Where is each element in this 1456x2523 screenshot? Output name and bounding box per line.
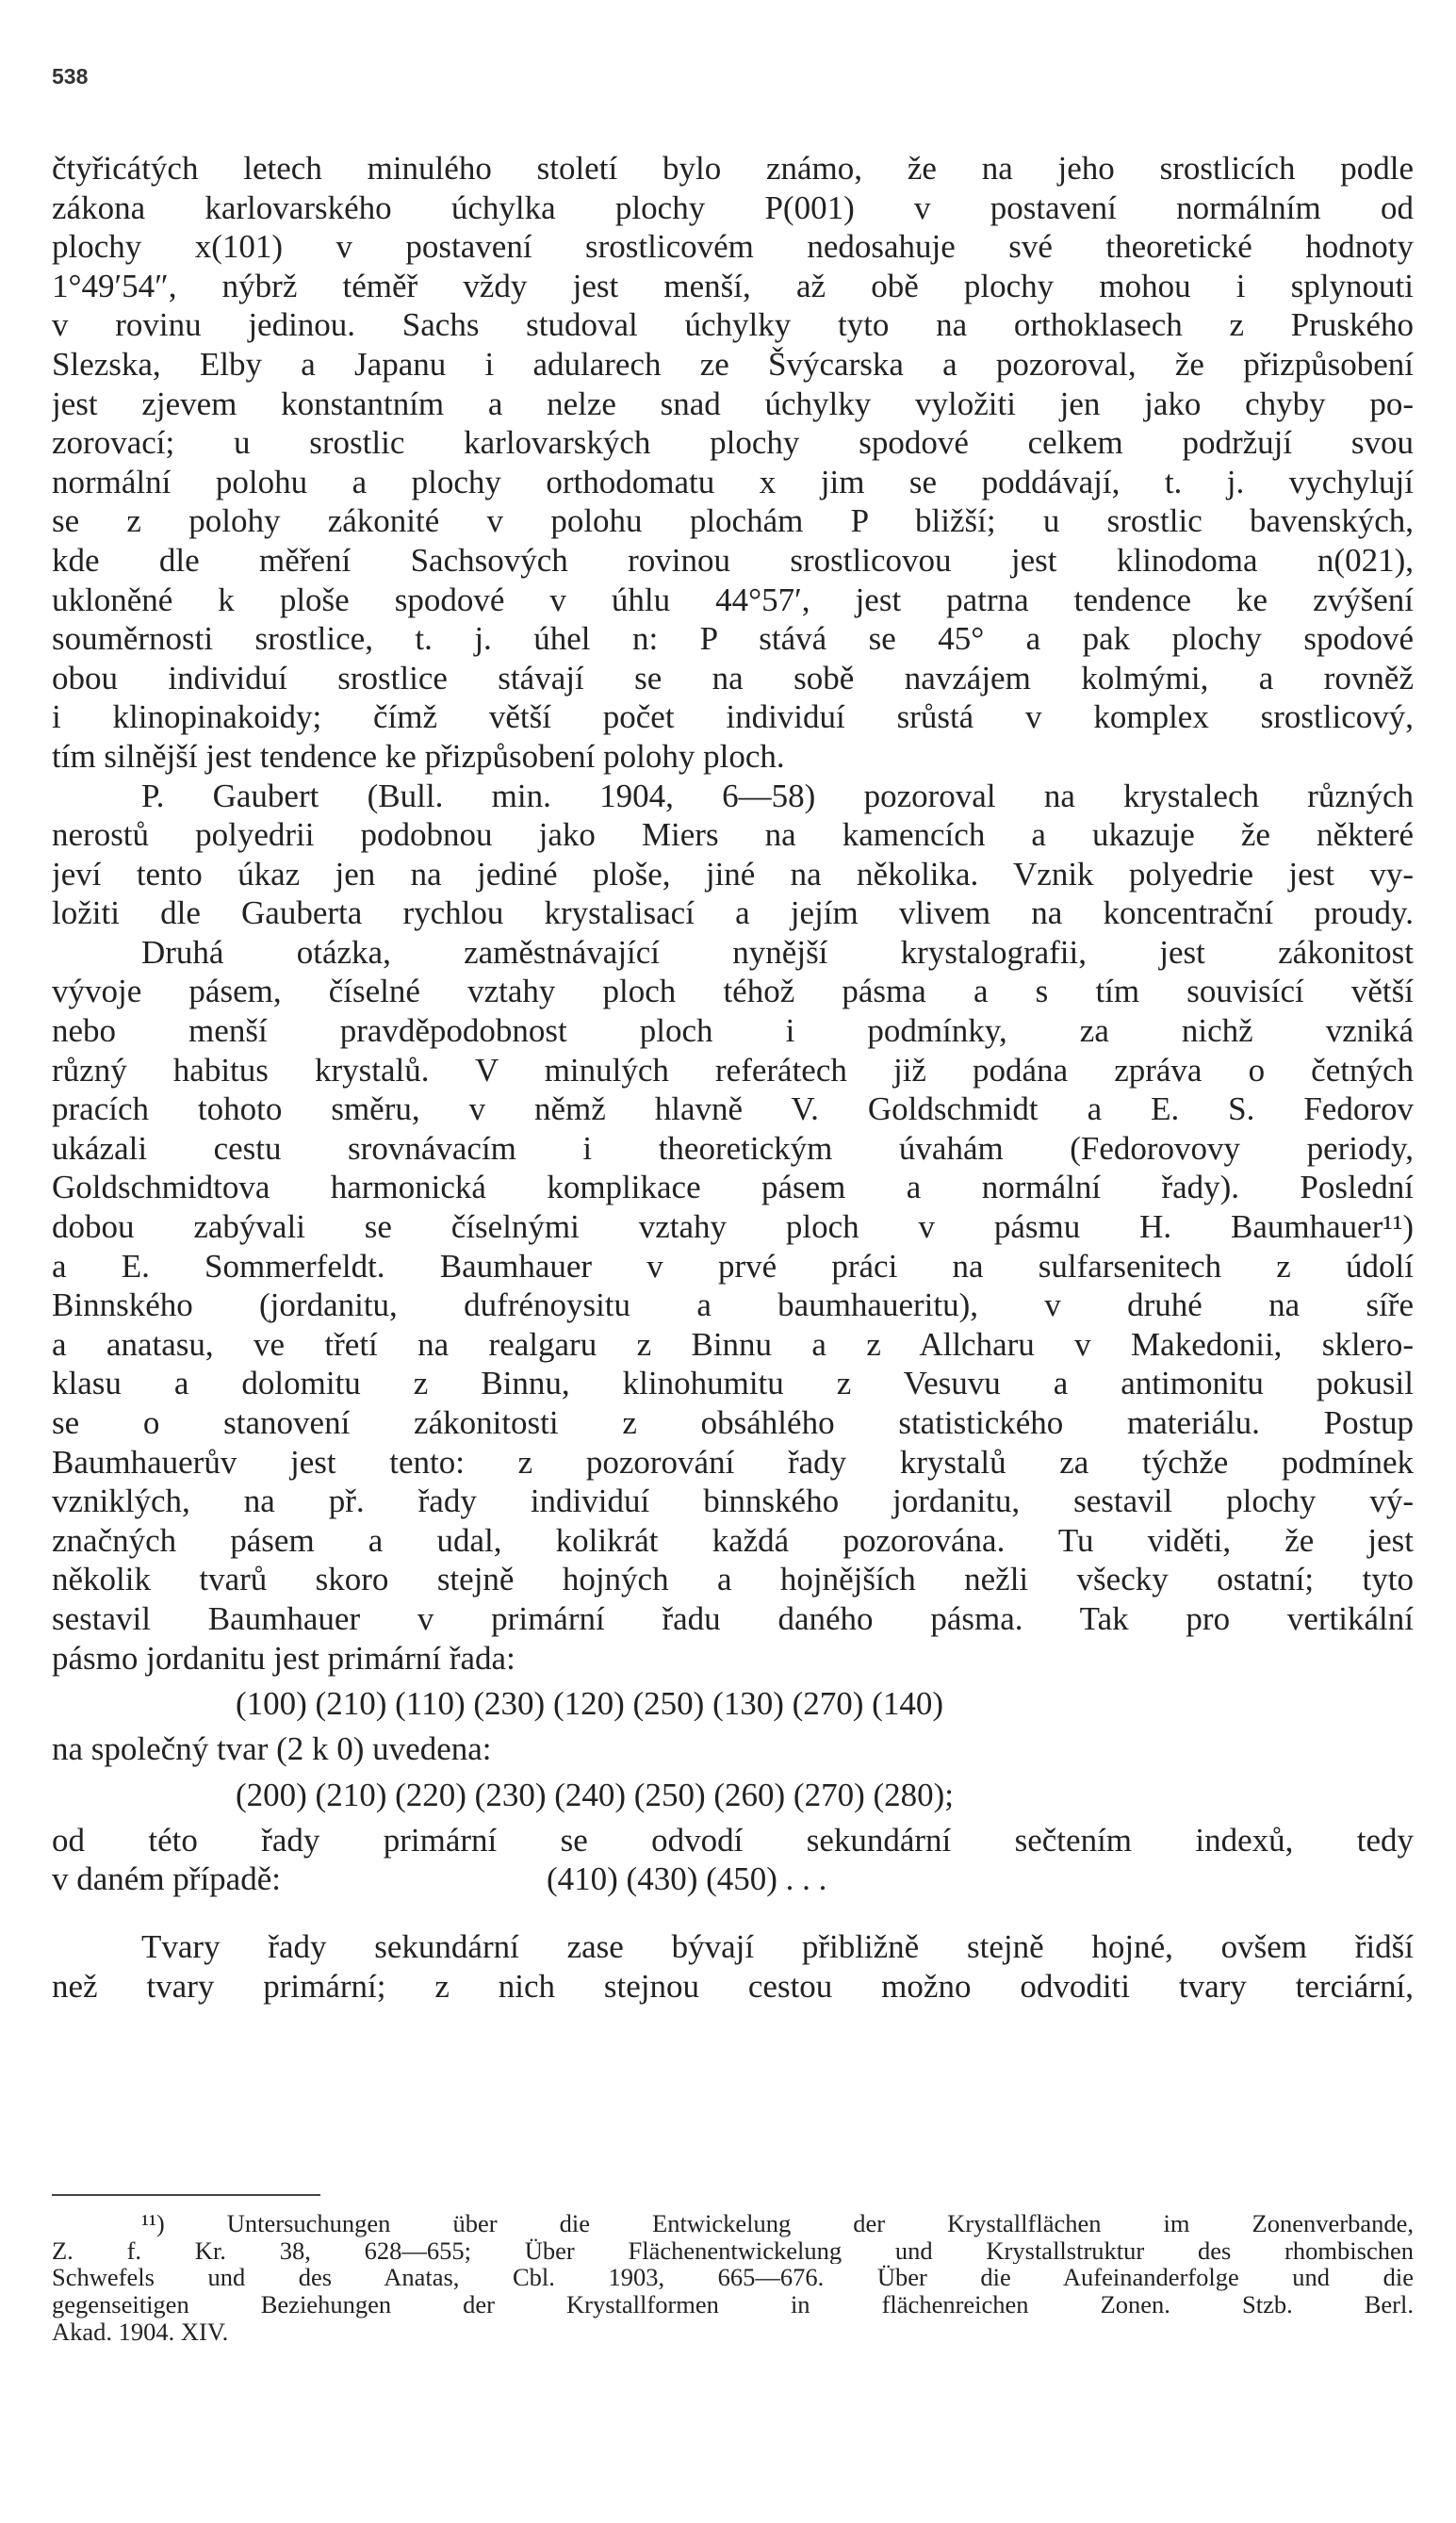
text-line: několik tvarů skoro stejně hojných a hojnějších nežli všecky ostatní; tyto xyxy=(52,1561,1414,1598)
text-line: zákona karlovarského úchylka plochy P(001) v postavení normálním od xyxy=(52,188,1414,226)
footnote-line: Akad. 1904. XIV. xyxy=(52,2318,229,2346)
text-line: vzniklých, na př. řady individuí binnského jordanitu, sestavil plochy vý- xyxy=(52,1483,1414,1520)
text-line: různý habitus krystalů. V minulých referátech již podána zpráva o četných xyxy=(52,1051,1414,1089)
text-line: ložiti dle Gauberta rychlou krystalisací a jejím vlivem na koncentrační proudy. xyxy=(52,894,1414,932)
text-line: dobou zabývali se číselnými vztahy ploch v pásmu H. Baumhauer¹¹) xyxy=(52,1208,1414,1246)
text-line: plochy x(101) v postavení srostlicovém nedosahuje své theoretické hodnoty xyxy=(52,228,1414,266)
text-line: nebo menší pravděpodobnost ploch i podmínky, za nichž vzniká xyxy=(52,1012,1414,1050)
text-line: Slezska, Elby a Japanu i adularech ze Švýcarska a pozoroval, že přizpůsobení xyxy=(52,345,1414,383)
body-text xyxy=(52,149,1414,2006)
formula-secondary-series: (410) (430) (450) . . . xyxy=(547,1860,827,1898)
text-line: Baumhauerův jest tento: z pozorování řady krystalů za týchže podmínek xyxy=(52,1443,1414,1481)
text-line: od této řady primární se odvodí sekundární sečtením indexů, tedy xyxy=(52,1821,1414,1859)
formula-line xyxy=(52,1769,1414,1821)
text-line: normální polohu a plochy orthodomatu x jim se poddávají, t. j. vychylují xyxy=(52,463,1414,500)
text-line: v rovinu jedinou. Sachs studoval úchylky tyto na orthoklasech z Pruského xyxy=(52,306,1414,344)
footnote-line: Schwefels und des Anatas, Cbl. 1903, 665—676. Über die Aufeinanderfolge und die xyxy=(52,2264,1414,2292)
text-line: pracích tohoto směru, v němž hlavně V. Goldschmidt a E. S. Fedorov xyxy=(52,1090,1414,1128)
text-line: zorovací; u srostlic karlovarských plochy spodové celkem podržují svou xyxy=(52,424,1414,462)
text-line: Binnského (jordanitu, dufrénoysitu a baumhaueritu), v druhé na síře xyxy=(52,1286,1414,1324)
footnotes xyxy=(52,2210,1414,2345)
text-line: čtyřicátých letech minulého století bylo známo, že na jeho srostlicích podle xyxy=(52,150,1414,187)
formula-primary-series: (100) (210) (110) (230) (120) (250) (130) (270) (140) xyxy=(236,1685,943,1723)
text-line: se z polohy zákonité v polohu plochám P bližší; u srostlic bavenských, xyxy=(52,502,1414,540)
text-line: pásmo jordanitu jest primární řada: xyxy=(52,1639,515,1677)
text-line: ukázali cestu srovnávacím i theoretickým úvahám (Fedorovovy periody, xyxy=(52,1129,1414,1167)
text-line: ukloněné k ploše spodové v úhlu 44°57′, jest patrna tendence ke zvýšení xyxy=(52,581,1414,618)
text-line: Druhá otázka, zaměstnávající nynější krystalografii, jest zákonitost xyxy=(141,933,1414,971)
text-line: se o stanovení zákonitosti z obsáhlého statistického materiálu. Postup xyxy=(52,1404,1414,1441)
text-line: v daném případě: xyxy=(52,1860,281,1898)
text-line: kde dle měření Sachsových rovinou srostlicovou jest klinodoma n(021), xyxy=(52,541,1414,579)
text-line: Tvary řady sekundární zase bývají přibližně stejně hojné, ovšem řidší xyxy=(141,1927,1414,1965)
text-line: a anatasu, ve třetí na realgaru z Binnu a z Allcharu v Makedonii, sklero- xyxy=(52,1325,1414,1363)
text-line: Goldschmidtova harmonická komplikace pásem a normální řady). Poslední xyxy=(52,1169,1414,1206)
footnote-line: Z. f. Kr. 38, 628—655; Über Flächenentwickelung und Krystallstruktur des rhombischen xyxy=(52,2236,1414,2265)
text-line: sestavil Baumhauer v primární řadu daného pásma. Tak pro vertikální xyxy=(52,1599,1414,1637)
text-line: souměrnosti srostlice, t. j. úhel n: P stává se 45° a pak plochy spodové xyxy=(52,620,1414,658)
text-line: než tvary primární; z nich stejnou cestou možno odvoditi tvary terciární, xyxy=(52,1967,1414,2005)
text-line: značných pásem a udal, kolikrát každá pozorována. Tu viděti, že jest xyxy=(52,1521,1414,1559)
footnote-divider xyxy=(52,2194,320,2196)
footnote-line: gegenseitigen Beziehungen der Krystallformen in flächenreichen Zonen. Stzb. Berl. xyxy=(52,2291,1414,2318)
text-line: a E. Sommerfeldt. Baumhauer v prvé práci na sulfarsenitech z údolí xyxy=(52,1247,1414,1285)
text-line: 1°49′54″, nýbrž téměř vždy jest menší, až obě plochy mohou i splynouti xyxy=(52,267,1414,304)
text-line: nerostů polyedrii podobnou jako Miers na kamencích a ukazuje že některé xyxy=(52,816,1414,854)
page-number: 538 xyxy=(52,64,89,89)
formula-line xyxy=(52,1678,1414,1729)
text-line: obou individuí srostlice stávají se na sobě navzájem kolmými, a rovněž xyxy=(52,659,1414,696)
text-line: klasu a dolomitu z Binnu, klinohumitu z Vesuvu a antimonitu pokusil xyxy=(52,1365,1414,1402)
text-line: vývoje pásem, číselné vztahy ploch téhož pásma a s tím souvisící větší xyxy=(52,973,1414,1010)
text-line: i klinopinakoidy; čímž větší počet individuí srůstá v komplex srostlicový, xyxy=(52,698,1414,736)
text-line: P. Gaubert (Bull. min. 1904, 6—58) pozoroval na krystalech různých xyxy=(141,777,1414,814)
footnote-line: ¹¹) Untersuchungen über die Entwickelung der Krystallflächen im Zonenverbande, xyxy=(141,2210,1414,2237)
text-line: jest zjevem konstantním a nelze snad úchylky vyložiti jen jako chyby po- xyxy=(52,385,1414,422)
text-line: na společný tvar (2 k 0) uvedena: xyxy=(52,1730,492,1768)
text-line: tím silnější jest tendence ke přizpůsobení polohy ploch. xyxy=(52,737,785,775)
text-line: jeví tento úkaz jen na jediné ploše, jiné na několika. Vznik polyedrie jest vy- xyxy=(52,855,1414,893)
formula-line xyxy=(52,1859,1414,1899)
formula-common-form-series: (200) (210) (220) (230) (240) (250) (260) (270) (280); xyxy=(236,1776,955,1813)
